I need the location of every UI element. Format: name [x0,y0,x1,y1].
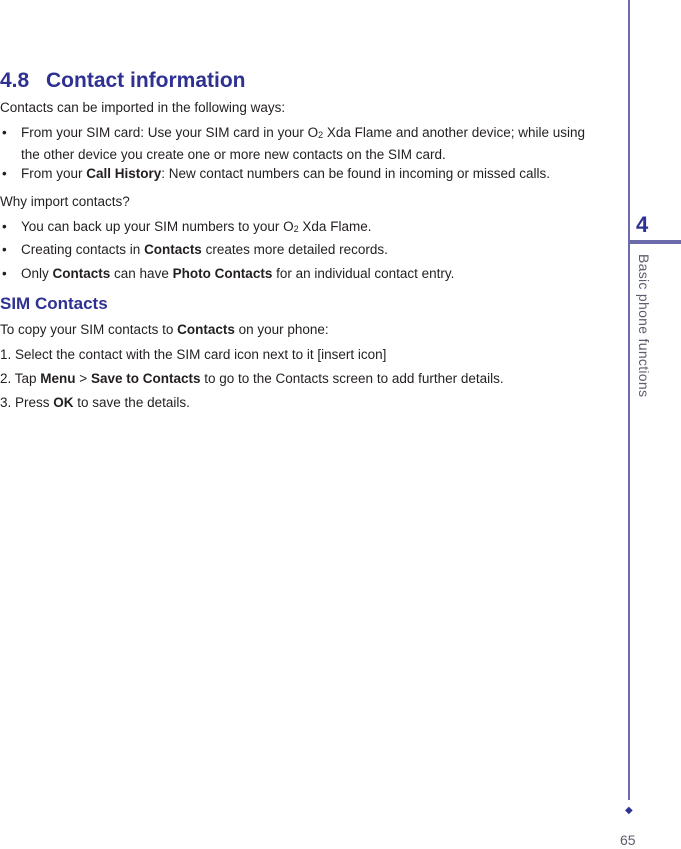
list-item [0,264,610,283]
list-item [0,217,610,236]
step-3: 3. Press OK to save the details. [0,395,190,410]
bullet-icon: • [2,219,7,234]
bullet-icon: • [2,266,7,281]
section-title: Contact information [46,69,246,92]
list-item-text: Creating contacts in Contacts creates more detailed records. [21,242,388,257]
bullet-icon: • [2,242,7,257]
section-number: 4.8 [0,69,30,92]
chapter-title: Basic phone functions [636,254,652,398]
sidebar-rule [628,0,630,800]
chapter-number: 4 [636,212,649,237]
sim-contacts-heading: SIM Contacts [0,294,108,313]
step-2: 2. Tap Menu > Save to Contacts to go to the Contacts screen to add further details. [0,371,504,386]
list-item-text: You can back up your SIM numbers to your $O_2$ Xda Flame. [21,219,372,234]
section-heading [0,69,246,93]
list-item-text: Only Contacts can have Photo Contacts for an individual contact entry. [21,266,455,281]
page-number: 65 [620,832,636,848]
list-item [0,240,610,259]
chapter-tab-bar [628,240,681,244]
step-1: 1. Select the contact with the SIM card icon next to it [insert icon] [0,347,387,362]
why-heading: Why import contacts? [0,194,130,209]
sim-intro: To copy your SIM contacts to Contacts on your phone: [0,322,329,337]
diamond-icon: ◆ [625,805,633,816]
list-item-text: From your SIM card: Use your SIM card in your $O_2$ Xda Flame and another device; while using the other device you create one or more new contacts on the SIM card. [21,125,586,162]
list-item [0,123,610,161]
bullet-icon: • [2,166,7,181]
list-item [0,164,610,183]
list-item-text: From your Call History: New contact numbers can be found in incoming or missed calls. [21,166,550,181]
intro-text: Contacts can be imported in the following ways: [0,100,286,115]
bullet-icon: • [2,125,7,140]
